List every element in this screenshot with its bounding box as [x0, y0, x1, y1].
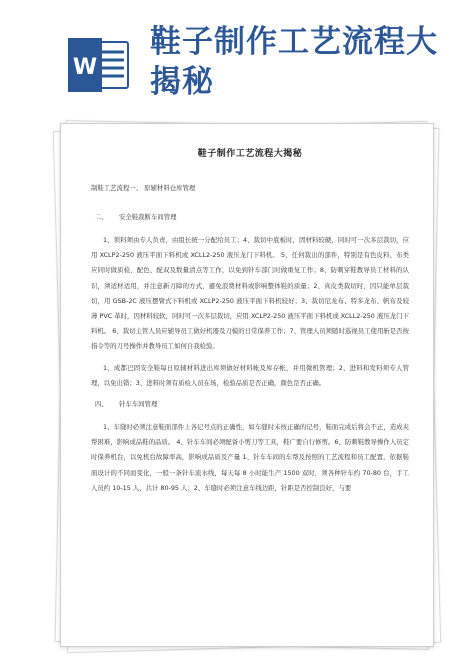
page-title: 鞋子制作工艺流程大揭秘 — [150, 24, 438, 100]
document-line: 制鞋工艺流程一、 原辅材料仓库管理 — [91, 184, 196, 192]
section-heading — [91, 210, 409, 225]
section-label: 安全鞋裁断车间管理 — [119, 213, 177, 221]
document-preview — [60, 123, 434, 647]
paragraph: 1、成都巴固安全鞋每日原辅材料进出库须做好材料帐及库存帐，并用微机管理；2、进料和发料须专人管理，以免出错；3、进料时须有质检人员在场，检验品质是否正确，颜色是否正确。 — [91, 363, 409, 387]
banner — [0, 0, 474, 108]
document-title: 鞋子制作工艺流程大揭秘 — [197, 149, 303, 159]
word-icon — [68, 38, 130, 92]
document-body — [91, 146, 409, 502]
paragraph: 1、领料须由专人负责，由组长统一分配给员工；4、裁切中底板时，固材料较硬，同时可一次多层裁切，应用 XCLP2-250 液压平面下料机或 XCLL2-250 液压龙门下料机。 5、任何裁出的部件，特别是有色皮料、布类应同时做质检，配色、配双及数量清点等工作，以免到针车部门时做重复工作；8、防刺穿鞋教导员工材料的认识，须适材适用，并注意新刀障的方式，避免浪费材料或影响整体鞋的质量；2、真皮类裁切时，因只能单层裁切，用 GSB-2C 液压摆臂式下料机或 XCLP2-250 液压平面下料机较好；3、裁切尼龙布、特多龙布、帆布及较薄 PVC 革时，因材料较软，同时可一次多层裁切，应用 XCLP2-250 液压平面下料机或 XCLL2-250 液压龙门下料机。 6、裁切主管人员应辅导员工做好机器及刀模的日常保养工作；7、管理人员须随时巡视员工使用斩是否按指令等的刀号操作并教导员工如何自我检验。 — [91, 236, 409, 351]
section-number: 四、 — [95, 400, 108, 409]
word-icon-letter: W — [72, 55, 98, 80]
section-heading — [91, 397, 409, 412]
section-number: 二、 — [95, 213, 108, 221]
section-label: 针车车间管理 — [119, 400, 158, 409]
paragraph: 1、车缝时必须注意鞋面部件上各记号点的正确性，如车缝时未按正确的记号，鞋面完成后将会不正，造成夹帮困难，影响成品鞋的品质。 4、针车车间必须配备小剪刀等工具，鞋广要自行修剪。6、防刺鞋教导操作人员定时保养机台，以免机台故障率高，影响成品质及产量 1、针车车间的车帮及按照的工艺流程和员工配置，依据鞋面设计的不同而变化，一般一条针车流水线，每天每 8 小时能生产 1500 双时，须各种针车约 70-80 台，手工人员约 10-15 人，共计 80-95 人；2、车缝时必须注意车线边距，针距是否控制良好，与要 — [91, 423, 409, 492]
